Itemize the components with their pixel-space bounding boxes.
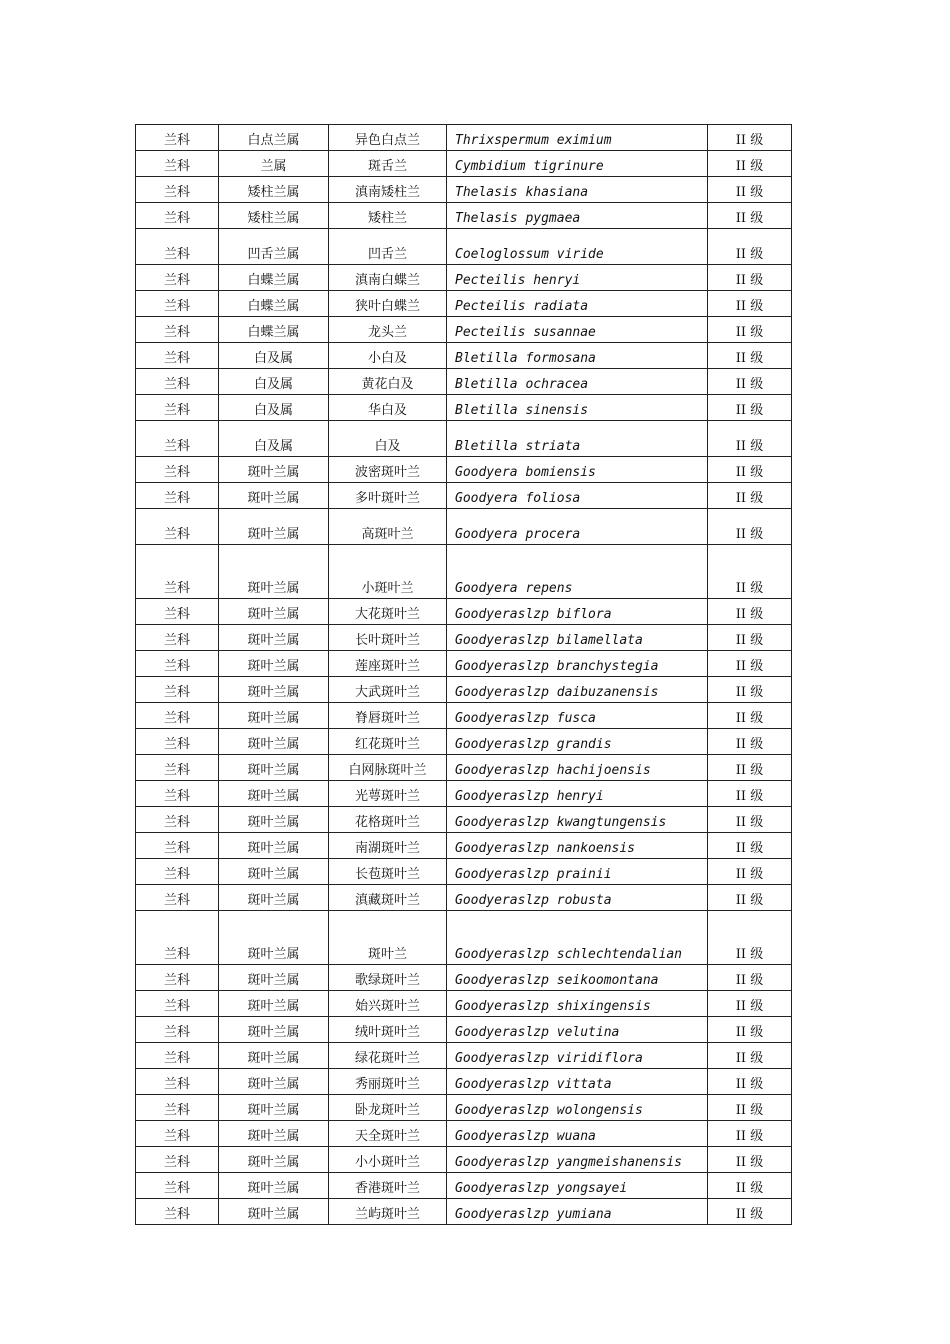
table-row — [136, 1069, 792, 1095]
species-name-cell: 天全斑叶兰 — [329, 1121, 447, 1147]
family-cell: 兰科 — [136, 151, 219, 177]
genus-cell: 白及属 — [219, 421, 329, 457]
protection-level-cell: II 级 — [708, 265, 792, 291]
species-name-cell: 滇南矮柱兰 — [329, 177, 447, 203]
species-name-cell: 南湖斑叶兰 — [329, 833, 447, 859]
latin-name-cell: Goodyeraslzp daibuzanensis — [447, 677, 708, 703]
table-row — [136, 625, 792, 651]
species-name-cell: 多叶斑叶兰 — [329, 483, 447, 509]
genus-cell: 白点兰属 — [219, 125, 329, 151]
species-name-cell: 凹舌兰 — [329, 229, 447, 265]
protection-level-cell: II 级 — [708, 781, 792, 807]
latin-name-cell: Goodyeraslzp seikoomontana — [447, 965, 708, 991]
species-name-cell: 黄花白及 — [329, 369, 447, 395]
species-name-cell: 白网脉斑叶兰 — [329, 755, 447, 781]
table-row — [136, 509, 792, 545]
protection-level-cell: II 级 — [708, 229, 792, 265]
family-cell: 兰科 — [136, 1199, 219, 1225]
family-cell: 兰科 — [136, 651, 219, 677]
latin-name-cell: Goodyeraslzp yumiana — [447, 1199, 708, 1225]
species-name-cell: 香港斑叶兰 — [329, 1173, 447, 1199]
family-cell: 兰科 — [136, 545, 219, 599]
genus-cell: 斑叶兰属 — [219, 991, 329, 1017]
latin-name-cell: Goodyera bomiensis — [447, 457, 708, 483]
latin-name-cell: Goodyera procera — [447, 509, 708, 545]
genus-cell: 白及属 — [219, 369, 329, 395]
genus-cell: 斑叶兰属 — [219, 599, 329, 625]
species-name-cell: 龙头兰 — [329, 317, 447, 343]
latin-name-cell: Goodyeraslzp henryi — [447, 781, 708, 807]
species-name-cell: 白及 — [329, 421, 447, 457]
species-name-cell: 斑舌兰 — [329, 151, 447, 177]
species-name-cell: 兰屿斑叶兰 — [329, 1199, 447, 1225]
species-name-cell: 波密斑叶兰 — [329, 457, 447, 483]
family-cell: 兰科 — [136, 509, 219, 545]
latin-name-cell: Goodyeraslzp hachijoensis — [447, 755, 708, 781]
latin-name-cell: Thelasis pygmaea — [447, 203, 708, 229]
species-name-cell: 滇藏斑叶兰 — [329, 885, 447, 911]
table-row — [136, 151, 792, 177]
protection-level-cell: II 级 — [708, 1095, 792, 1121]
species-name-cell: 长叶斑叶兰 — [329, 625, 447, 651]
table-row — [136, 677, 792, 703]
table-row — [136, 1017, 792, 1043]
table-row — [136, 703, 792, 729]
table-row — [136, 343, 792, 369]
species-name-cell: 华白及 — [329, 395, 447, 421]
genus-cell: 斑叶兰属 — [219, 457, 329, 483]
genus-cell: 斑叶兰属 — [219, 1199, 329, 1225]
species-name-cell: 始兴斑叶兰 — [329, 991, 447, 1017]
latin-name-cell: Cymbidium tigrinure — [447, 151, 708, 177]
genus-cell: 斑叶兰属 — [219, 1043, 329, 1069]
species-name-cell: 斑叶兰 — [329, 911, 447, 965]
protection-level-cell: II 级 — [708, 369, 792, 395]
species-name-cell: 狭叶白蝶兰 — [329, 291, 447, 317]
protection-level-cell: II 级 — [708, 291, 792, 317]
species-name-cell: 小斑叶兰 — [329, 545, 447, 599]
genus-cell: 斑叶兰属 — [219, 509, 329, 545]
table-row — [136, 229, 792, 265]
latin-name-cell: Goodyeraslzp robusta — [447, 885, 708, 911]
genus-cell: 斑叶兰属 — [219, 483, 329, 509]
family-cell: 兰科 — [136, 265, 219, 291]
protection-level-cell: II 级 — [708, 509, 792, 545]
protection-level-cell: II 级 — [708, 203, 792, 229]
family-cell: 兰科 — [136, 369, 219, 395]
latin-name-cell: Goodyeraslzp bilamellata — [447, 625, 708, 651]
species-name-cell: 小小斑叶兰 — [329, 1147, 447, 1173]
table-row — [136, 599, 792, 625]
species-name-cell: 小白及 — [329, 343, 447, 369]
protection-level-cell: II 级 — [708, 1017, 792, 1043]
family-cell: 兰科 — [136, 421, 219, 457]
table-row — [136, 483, 792, 509]
table-row — [136, 291, 792, 317]
latin-name-cell: Goodyeraslzp grandis — [447, 729, 708, 755]
protection-level-cell: II 级 — [708, 677, 792, 703]
protection-level-cell: II 级 — [708, 1199, 792, 1225]
table-row — [136, 395, 792, 421]
genus-cell: 斑叶兰属 — [219, 885, 329, 911]
genus-cell: 斑叶兰属 — [219, 677, 329, 703]
family-cell: 兰科 — [136, 457, 219, 483]
species-name-cell: 花格斑叶兰 — [329, 807, 447, 833]
table-row — [136, 317, 792, 343]
table-row — [136, 859, 792, 885]
species-name-cell: 秀丽斑叶兰 — [329, 1069, 447, 1095]
genus-cell: 白及属 — [219, 395, 329, 421]
protection-level-cell: II 级 — [708, 151, 792, 177]
table-row — [136, 177, 792, 203]
genus-cell: 斑叶兰属 — [219, 1147, 329, 1173]
protection-level-cell: II 级 — [708, 625, 792, 651]
protection-level-cell: II 级 — [708, 1069, 792, 1095]
table-row — [136, 265, 792, 291]
family-cell: 兰科 — [136, 229, 219, 265]
protection-level-cell: II 级 — [708, 599, 792, 625]
family-cell: 兰科 — [136, 991, 219, 1017]
latin-name-cell: Goodyeraslzp nankoensis — [447, 833, 708, 859]
genus-cell: 斑叶兰属 — [219, 1173, 329, 1199]
genus-cell: 凹舌兰属 — [219, 229, 329, 265]
family-cell: 兰科 — [136, 807, 219, 833]
species-name-cell: 长苞斑叶兰 — [329, 859, 447, 885]
protection-level-cell: II 级 — [708, 421, 792, 457]
protection-level-cell: II 级 — [708, 885, 792, 911]
protection-level-cell: II 级 — [708, 651, 792, 677]
latin-name-cell: Goodyeraslzp velutina — [447, 1017, 708, 1043]
species-name-cell: 异色白点兰 — [329, 125, 447, 151]
protection-level-cell: II 级 — [708, 1043, 792, 1069]
species-name-cell: 卧龙斑叶兰 — [329, 1095, 447, 1121]
latin-name-cell: Bletilla ochracea — [447, 369, 708, 395]
family-cell: 兰科 — [136, 1121, 219, 1147]
family-cell: 兰科 — [136, 1095, 219, 1121]
latin-name-cell: Goodyeraslzp biflora — [447, 599, 708, 625]
table-row — [136, 125, 792, 151]
genus-cell: 斑叶兰属 — [219, 703, 329, 729]
table-row — [136, 1173, 792, 1199]
table-row — [136, 1121, 792, 1147]
species-name-cell: 光萼斑叶兰 — [329, 781, 447, 807]
genus-cell: 白蝶兰属 — [219, 291, 329, 317]
table-row — [136, 807, 792, 833]
family-cell: 兰科 — [136, 125, 219, 151]
table-row — [136, 729, 792, 755]
genus-cell: 斑叶兰属 — [219, 833, 329, 859]
species-table-body — [136, 125, 792, 1225]
family-cell: 兰科 — [136, 343, 219, 369]
protection-level-cell: II 级 — [708, 177, 792, 203]
latin-name-cell: Thelasis khasiana — [447, 177, 708, 203]
genus-cell: 斑叶兰属 — [219, 651, 329, 677]
family-cell: 兰科 — [136, 395, 219, 421]
genus-cell: 白蝶兰属 — [219, 317, 329, 343]
table-row — [136, 545, 792, 599]
protection-level-cell: II 级 — [708, 755, 792, 781]
table-row — [136, 1147, 792, 1173]
latin-name-cell: Goodyeraslzp viridiflora — [447, 1043, 708, 1069]
latin-name-cell: Thrixspermum eximium — [447, 125, 708, 151]
family-cell: 兰科 — [136, 911, 219, 965]
genus-cell: 斑叶兰属 — [219, 1121, 329, 1147]
protection-level-cell: II 级 — [708, 317, 792, 343]
latin-name-cell: Goodyeraslzp wolongensis — [447, 1095, 708, 1121]
latin-name-cell: Goodyeraslzp fusca — [447, 703, 708, 729]
family-cell: 兰科 — [136, 599, 219, 625]
table-row — [136, 885, 792, 911]
table-row — [136, 781, 792, 807]
species-name-cell: 红花斑叶兰 — [329, 729, 447, 755]
family-cell: 兰科 — [136, 729, 219, 755]
species-name-cell: 高斑叶兰 — [329, 509, 447, 545]
table-row — [136, 833, 792, 859]
family-cell: 兰科 — [136, 177, 219, 203]
protection-level-cell: II 级 — [708, 703, 792, 729]
species-name-cell: 歌绿斑叶兰 — [329, 965, 447, 991]
genus-cell: 斑叶兰属 — [219, 807, 329, 833]
table-row — [136, 755, 792, 781]
protection-level-cell: II 级 — [708, 911, 792, 965]
genus-cell: 斑叶兰属 — [219, 1069, 329, 1095]
table-row — [136, 457, 792, 483]
family-cell: 兰科 — [136, 317, 219, 343]
table-row — [136, 203, 792, 229]
genus-cell: 矮柱兰属 — [219, 177, 329, 203]
latin-name-cell: Goodyeraslzp vittata — [447, 1069, 708, 1095]
protection-level-cell: II 级 — [708, 1121, 792, 1147]
family-cell: 兰科 — [136, 1147, 219, 1173]
species-name-cell: 大武斑叶兰 — [329, 677, 447, 703]
genus-cell: 矮柱兰属 — [219, 203, 329, 229]
protection-level-cell: II 级 — [708, 1173, 792, 1199]
latin-name-cell: Goodyeraslzp branchystegia — [447, 651, 708, 677]
species-name-cell: 莲座斑叶兰 — [329, 651, 447, 677]
genus-cell: 斑叶兰属 — [219, 545, 329, 599]
latin-name-cell: Goodyeraslzp shixingensis — [447, 991, 708, 1017]
protection-level-cell: II 级 — [708, 343, 792, 369]
table-row — [136, 651, 792, 677]
protection-level-cell: II 级 — [708, 545, 792, 599]
species-name-cell: 大花斑叶兰 — [329, 599, 447, 625]
latin-name-cell: Bletilla striata — [447, 421, 708, 457]
protection-level-cell: II 级 — [708, 833, 792, 859]
family-cell: 兰科 — [136, 781, 219, 807]
latin-name-cell: Goodyeraslzp kwangtungensis — [447, 807, 708, 833]
latin-name-cell: Goodyera repens — [447, 545, 708, 599]
genus-cell: 斑叶兰属 — [219, 625, 329, 651]
family-cell: 兰科 — [136, 625, 219, 651]
family-cell: 兰科 — [136, 1017, 219, 1043]
latin-name-cell: Pecteilis radiata — [447, 291, 708, 317]
protection-level-cell: II 级 — [708, 991, 792, 1017]
genus-cell: 斑叶兰属 — [219, 729, 329, 755]
family-cell: 兰科 — [136, 1173, 219, 1199]
table-row — [136, 911, 792, 965]
table-row — [136, 421, 792, 457]
species-name-cell: 绒叶斑叶兰 — [329, 1017, 447, 1043]
family-cell: 兰科 — [136, 203, 219, 229]
protection-level-cell: II 级 — [708, 965, 792, 991]
table-row — [136, 1095, 792, 1121]
genus-cell: 斑叶兰属 — [219, 1017, 329, 1043]
latin-name-cell: Goodyeraslzp yangmeishanensis — [447, 1147, 708, 1173]
genus-cell: 白及属 — [219, 343, 329, 369]
species-name-cell: 矮柱兰 — [329, 203, 447, 229]
species-table — [135, 124, 792, 1225]
protection-level-cell: II 级 — [708, 395, 792, 421]
species-name-cell: 脊唇斑叶兰 — [329, 703, 447, 729]
latin-name-cell: Pecteilis susannae — [447, 317, 708, 343]
family-cell: 兰科 — [136, 483, 219, 509]
genus-cell: 斑叶兰属 — [219, 1095, 329, 1121]
table-row — [136, 369, 792, 395]
latin-name-cell: Goodyera foliosa — [447, 483, 708, 509]
latin-name-cell: Coeloglossum viride — [447, 229, 708, 265]
family-cell: 兰科 — [136, 1069, 219, 1095]
protection-level-cell: II 级 — [708, 859, 792, 885]
genus-cell: 斑叶兰属 — [219, 781, 329, 807]
family-cell: 兰科 — [136, 677, 219, 703]
species-name-cell: 绿花斑叶兰 — [329, 1043, 447, 1069]
family-cell: 兰科 — [136, 755, 219, 781]
protection-level-cell: II 级 — [708, 483, 792, 509]
table-row — [136, 1043, 792, 1069]
protection-level-cell: II 级 — [708, 729, 792, 755]
genus-cell: 白蝶兰属 — [219, 265, 329, 291]
table-row — [136, 991, 792, 1017]
genus-cell: 兰属 — [219, 151, 329, 177]
family-cell: 兰科 — [136, 885, 219, 911]
family-cell: 兰科 — [136, 833, 219, 859]
latin-name-cell: Goodyeraslzp wuana — [447, 1121, 708, 1147]
latin-name-cell: Bletilla sinensis — [447, 395, 708, 421]
table-row — [136, 965, 792, 991]
protection-level-cell: II 级 — [708, 457, 792, 483]
family-cell: 兰科 — [136, 859, 219, 885]
genus-cell: 斑叶兰属 — [219, 911, 329, 965]
latin-name-cell: Goodyeraslzp schlechtendalian — [447, 911, 708, 965]
latin-name-cell: Goodyeraslzp prainii — [447, 859, 708, 885]
protection-level-cell: II 级 — [708, 125, 792, 151]
family-cell: 兰科 — [136, 291, 219, 317]
latin-name-cell: Goodyeraslzp yongsayei — [447, 1173, 708, 1199]
genus-cell: 斑叶兰属 — [219, 965, 329, 991]
latin-name-cell: Pecteilis henryi — [447, 265, 708, 291]
latin-name-cell: Bletilla formosana — [447, 343, 708, 369]
family-cell: 兰科 — [136, 703, 219, 729]
table-row — [136, 1199, 792, 1225]
species-name-cell: 滇南白蝶兰 — [329, 265, 447, 291]
genus-cell: 斑叶兰属 — [219, 859, 329, 885]
family-cell: 兰科 — [136, 965, 219, 991]
protection-level-cell: II 级 — [708, 1147, 792, 1173]
family-cell: 兰科 — [136, 1043, 219, 1069]
genus-cell: 斑叶兰属 — [219, 755, 329, 781]
protection-level-cell: II 级 — [708, 807, 792, 833]
